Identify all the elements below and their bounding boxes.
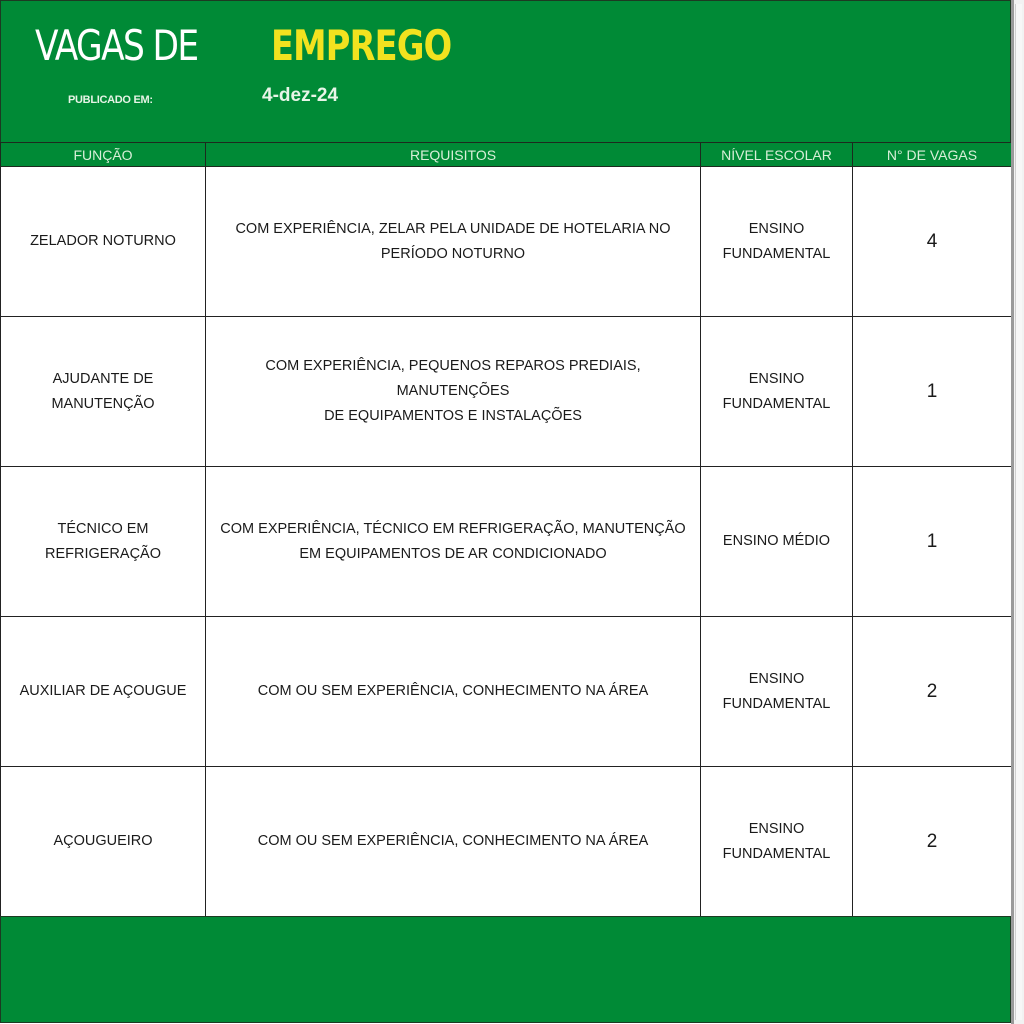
scrollbar-thumb[interactable]	[1015, 4, 1022, 1020]
nivel-text: ENSINO MÉDIO	[722, 533, 831, 549]
cell-funcao	[1, 767, 206, 917]
requisitos-line: EM EQUIPAMENTOS DE AR CONDICIONADO	[299, 545, 607, 562]
job-table	[0, 142, 1012, 917]
nivel-line: FUNDAMENTAL	[722, 245, 831, 262]
top-banner	[0, 0, 1011, 142]
nivel-line: ENSINO	[748, 370, 805, 387]
cell-funcao	[1, 617, 206, 767]
cell-requisitos	[206, 767, 701, 917]
nivel-line: ENSINO	[748, 220, 805, 237]
requisitos-line: PERÍODO NOTURNO	[380, 245, 526, 262]
cell-funcao	[1, 317, 206, 467]
nivel-line: FUNDAMENTAL	[722, 395, 831, 412]
funcao-text: ZELADOR NOTURNO	[30, 233, 176, 249]
funcao-text: AÇOUGUEIRO	[53, 833, 153, 849]
table-row	[1, 617, 1012, 767]
title-emprego: EMPREGO	[271, 21, 452, 70]
published-date: 4-dez-24	[262, 85, 339, 106]
funcao-text: AUXILIAR DE AÇOUGUE	[19, 683, 187, 699]
requisitos-text: COM OU SEM EXPERIÊNCIA, CONHECIMENTO NA ÁREA	[257, 683, 649, 699]
cell-nivel-escolar	[701, 317, 853, 467]
cell-vagas	[853, 767, 1012, 917]
funcao-line: TÉCNICO EM	[57, 520, 149, 537]
published-label: PUBLICADO EM:	[68, 94, 153, 106]
nivel-line: ENSINO	[748, 670, 805, 687]
column-header-requisitos: REQUISITOS	[206, 143, 701, 167]
vagas-count: 1	[926, 381, 938, 402]
column-header-nivel-escolar: NÍVEL ESCOLAR	[701, 143, 853, 167]
cell-nivel-escolar	[701, 767, 853, 917]
cell-nivel-escolar	[701, 167, 853, 317]
cell-requisitos	[206, 617, 701, 767]
requisitos-text: COM OU SEM EXPERIÊNCIA, CONHECIMENTO NA ÁREA	[257, 833, 649, 849]
requisitos-line: COM EXPERIÊNCIA, PEQUENOS REPAROS PREDIAIS, MANUTENÇÕES	[265, 358, 641, 399]
requisitos-line: COM EXPERIÊNCIA, TÉCNICO EM REFRIGERAÇÃO, MANUTENÇÃO	[220, 520, 686, 537]
funcao-line: AJUDANTE DE	[52, 370, 154, 387]
vertical-scrollbar[interactable]	[1011, 0, 1024, 1024]
cell-funcao	[1, 467, 206, 617]
cell-nivel-escolar	[701, 467, 853, 617]
cell-vagas	[853, 317, 1012, 467]
nivel-line: FUNDAMENTAL	[722, 845, 831, 862]
cell-vagas	[853, 467, 1012, 617]
column-header-funcao: FUNÇÃO	[1, 143, 206, 167]
table-row	[1, 167, 1012, 317]
vagas-count: 1	[926, 531, 938, 552]
cell-nivel-escolar	[701, 617, 853, 767]
funcao-line: REFRIGERAÇÃO	[44, 545, 161, 562]
requisitos-line: DE EQUIPAMENTOS E INSTALAÇÕES	[324, 408, 582, 424]
bottom-banner	[0, 916, 1011, 1023]
funcao-line: MANUTENÇÃO	[51, 395, 155, 412]
vagas-count: 4	[926, 231, 938, 252]
cell-requisitos	[206, 167, 701, 317]
title-vagas-de: VAGAS DE	[35, 21, 198, 70]
table-header-row	[1, 143, 1012, 167]
column-header-numero-vagas: N° DE VAGAS	[853, 143, 1012, 167]
cell-vagas	[853, 617, 1012, 767]
table-row	[1, 317, 1012, 467]
vagas-count: 2	[926, 681, 938, 702]
nivel-line: ENSINO	[748, 820, 805, 837]
nivel-line: FUNDAMENTAL	[722, 695, 831, 712]
requisitos-line: COM EXPERIÊNCIA, ZELAR PELA UNIDADE DE HOTELARIA NO	[235, 220, 671, 237]
cell-requisitos	[206, 467, 701, 617]
table-row	[1, 767, 1012, 917]
cell-requisitos	[206, 317, 701, 467]
table-row	[1, 467, 1012, 617]
cell-vagas	[853, 167, 1012, 317]
vagas-count: 2	[926, 831, 938, 852]
cell-funcao	[1, 167, 206, 317]
